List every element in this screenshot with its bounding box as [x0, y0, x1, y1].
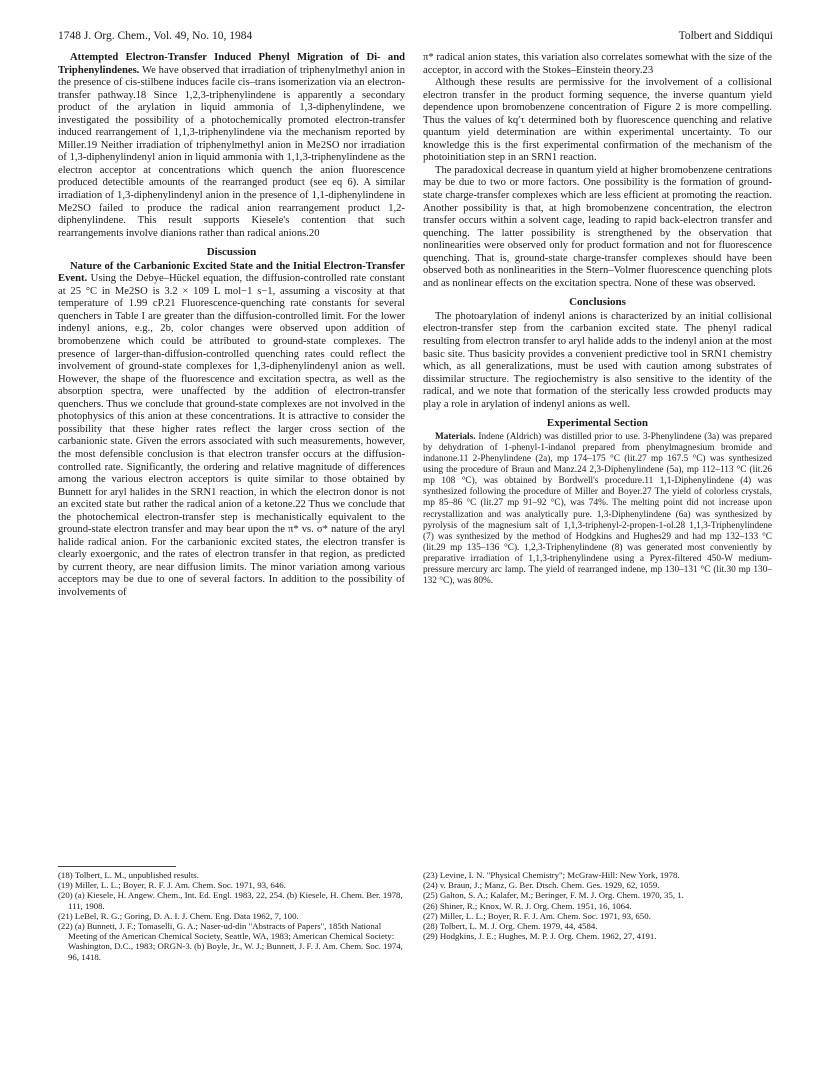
footnote: (21) LeBel, R. G.; Goring, D. A. I. J. Chem. Eng. Data 1962, 7, 100.	[58, 910, 299, 921]
paragraph-conclusions: The photoarylation of indenyl anions is characterized by an initial collisional electron-transfer step from the carbanion excited state. The phenyl radical resulting from electron transfer to aryl halide adds to the indenyl anion at the most basic site. Thus basicity provides a convenient predictive tool in SRN1 chemistry which, as all generalizations, must be used with caution among substrates of dissimilar structure. The regiochemistry is also sensitive to the identity of the radical, and we note that formation of the sterically less crowded products may play a role in arylation of indenyl anions as well.	[423, 310, 772, 410]
paragraph-materials	[423, 432, 772, 587]
right-column	[423, 52, 772, 587]
footnote: (27) Miller, L. L.; Boyer, R. F. J. Am. Chem. Soc. 1971, 93, 650.	[423, 910, 651, 921]
paragraph-quantum-yield: Although these results are permissive for the involvement of a collisional electron transfer in the product forming sequence, the inverse quantum yield dependence upon bromobenzene concentration of Figure 2 is more compelling. Thus the values of kq′τ determined both by fluorescence quenching and relative quantum yield determination are within experimental uncertainty. To our knowledge this is the first experimental confirmation of the mechanism of the photoinitiation step in an SRN1 reaction.	[423, 77, 772, 164]
paragraph-text: We have observed that irradiation of triphenylmethyl anion in the presence of cis-stilbene induces facile cis–trans isomerization via an electron-transfer pathway.18 Since 1,2,3-triphenylindene is apparently a secondary product of the arylation in liquid ammonia of 1,3-diphenylindene, we investigated the possibility of a photochemically promoted electron-transfer induced rearrangement of 1,1,3-triphenylindene via the mechanism reported by Miller.19 Neither irradiation of triphenylmethyl anion in Me2SO nor irradiation of 1,3-diphenylindenyl anion in liquid ammonia with 1,1,3-triphenylindene as the electron acceptor at concentrations which quench the anion fluorescence produced detectible amounts of the rearranged product (see eq 6). A similar irradiation of 1,3-diphenylindenyl anion in the presence of 1,1-diphenylindene in Me2SO failed to produce the radical anion rearrangement product 1,2-diphenylindene. This result supports Kiesele's contention that such rearrangements involve dianions rather than radical anions.20	[58, 64, 405, 239]
paragraph-paradoxical-decrease: The paradoxical decrease in quantum yield at higher bromobenzene centrations may be due to two or more factors. One possibility is the formation of ground-state charge-transfer complexes which are less efficient at promoting the reaction. Another possibility is that, at high bromobenzene concentration, the electron transfer occurs within a solvent cage, leading to rapid back-electron transfer and quenching. The latter possibility is strengthened by the observation that nonlinearities were observed only for product formation and not for fluorescence quenching. That is, ground-state charge-transfer complexes should have been observed both as nonlinearities in the Stern–Volmer fluorescence quenching plots and as nonlinear effects on the excitation spectra. None of these was observed.	[423, 164, 772, 289]
footnote: (22) (a) Bunnett, J. F.; Tomaselli, G. A.; Naser-ud-din "Abstracts of Papers", 185th National Meeting of the American Chemical Society, Seattle, WA, 1983; American Chemical Society: Washington, D.C., 1983; ORGN-3. (b) Boyle, Jr., W. J.; Bunnett, J. F. J. Am. Chem. Soc. 1974, 96, 1418.	[58, 921, 403, 962]
footnote: (23) Levine, I. N. "Physical Chemistry"; McGraw-Hill: New York, 1978.	[423, 870, 680, 880]
footnote: (20) (a) Kiesele, H. Angew. Chem., Int. Ed. Engl. 1983, 22, 254. (b) Kiesele, H. Chem. Ber. 1978, 111, 1908.	[58, 890, 403, 911]
footnote: (19) Miller, L. L.; Boyer, R. F. J. Am. Chem. Soc. 1971, 93, 646.	[58, 880, 286, 891]
header-citation: 1748 J. Org. Chem., Vol. 49, No. 10, 1984	[58, 30, 253, 42]
section-heading-conclusions: Conclusions	[569, 296, 626, 309]
footnotes-left	[58, 870, 405, 962]
runin-heading-phenyl-migration: Attempted Electron-Transfer Induced Phenyl Migration of Di- and Triphenylindenes.	[58, 52, 405, 76]
footnote: (24) v. Braun, J.; Manz, G. Ber. Dtsch. Chem. Ges. 1929, 62, 1059.	[423, 880, 660, 891]
footnotes-right	[423, 870, 772, 941]
header-authors: Tolbert and Siddiqui	[678, 30, 773, 42]
paragraph-text: Indene (Aldrich) was distilled prior to use. 3-Phenylindene (3a) was prepared by dehydration of 1-phenyl-1-indanol prepared from phenylmagnesium bromide and indanone.11 2-Phenylindene (2a), mp 174–175 °C (lit.27 mp 167.5 °C) was synthesized using the procedure of Braun and Manz.24 2,3-Diphenylindene (5a), mp 112–113 °C (lit.26 mp 108 °C), was obtained by Bordwell's procedure.11 1,1-Diphenylindene (4) was synthesized following the procedure of Miller and Boyer.27 The yield of colorless crystals, mp 85–86 °C (lit.27 mp 91–92 °C), was 74%. The melting point did not increase upon recrystallization and was analytically pure. 1,3-Diphenylindene (6a) was synthesized by pyrolysis of the magnesium salt of 1,1,3-triphenyl-2-propen-1-ol.28 1,1,3-Triphenylindene (7) was synthesized by the method of Hodgkins and Hughes29 and had mp 132–133 °C (lit.29 mp 135–136 °C). 1,2,3-Triphenylindene (8) was generated most conveniently by preparative irradiation of 1,1,3-triphenylindene using a Pyrex-filtered 450-W medium-pressure mercury arc lamp. The yield of rearranged indene, mp 130–131 °C (lit.30 mp 130–132 °C), was 80%.	[423, 431, 772, 587]
footnote: (29) Hodgkins, J. E.; Hughes, M. P. J. Org. Chem. 1962, 27, 4191.	[423, 931, 657, 942]
paragraph-excited-state	[58, 261, 405, 600]
section-heading-discussion: Discussion	[206, 246, 257, 259]
runin-heading-excited-state: Nature of the Carbanionic Excited State and the Initial Electron-Transfer Event.	[58, 260, 405, 285]
running-header	[58, 30, 773, 46]
paragraph-phenyl-migration	[58, 52, 405, 240]
footnote-rule	[58, 866, 176, 867]
section-heading-experimental: Experimental Section	[546, 417, 649, 430]
paragraph-text: Using the Debye–Hückel equation, the diffusion-controlled rate constant at 25 °C in Me2SO is 3.2 × 109 L mol−1 s−1, assuming a viscosity at that temperature of 1.99 cP.21 Fluorescence-quenching rate constants for several quenchers in Table I are greater than the diffusion-controlled limit. For the lower indenyl anions, e.g., 2b, color changes were observed upon addition of bromobenzene which could be attributed to ground-state complexes. The presence of larger-than-diffusion-controlled quenching rates could reflect the involvement of ground-state complexes for 1,3-diphenylindenyl anion as well. However, the shape of the fluorescence and excitation spectra, as well as the absorption spectra, were unaffected by the addition of electron-transfer quenchers. Thus we conclude that ground-state complexes are not involved in the photophysics of this anion at these concentrations. It is attractive to consider the possibility that these higher rates reflect the larger cross section of the carbanionic state. Given the errors associated with such measurements, however, the most defensible conclusion is that electron transfer occurs at the diffusion-controlled rate. Significantly, the ordering and relative magnitude of differences among the various electron acceptors is quite similar to those obtained by Bunnett for aryl halides in the SRN1 reaction, in which the electron donor is not an excited state but rather the radical anion of a ketone.22 Thus we conclude that the photochemical electron-transfer step is mechanistically equivalent to the ground-state electron transfer and may bear upon the π* vs. σ* nature of the aryl halide radical anion. For the carbanionic excited states, the electron transfer is clearly exoergonic, and the rates of electron transfer in that region, as predicted by current theory, are near diffusion limits. The minor variation among various acceptors may be due to one of several factors. In addition to the possibility of involvements of	[58, 273, 405, 598]
footnote: (28) Tolbert, L. M. J. Org. Chem. 1979, 44, 4584.	[423, 921, 598, 932]
left-column	[58, 52, 405, 600]
footnote: (18) Tolbert, L. M., unpublished results.	[58, 870, 199, 880]
footnote: (26) Shiner, R.; Knox, W. R. J. Org. Chem. 1951, 16, 1064.	[423, 900, 632, 911]
footnote: (25) Galton, S. A.; Kalafer, M.; Beringer, F. M. J. Org. Chem. 1970, 35, 1.	[423, 890, 684, 901]
runin-heading-materials: Materials.	[435, 431, 476, 442]
paragraph-continued: π* radical anion states, this variation also correlates somewhat with the size of the acceptor, in accord with the Stokes–Einstein theory.23	[423, 52, 772, 76]
